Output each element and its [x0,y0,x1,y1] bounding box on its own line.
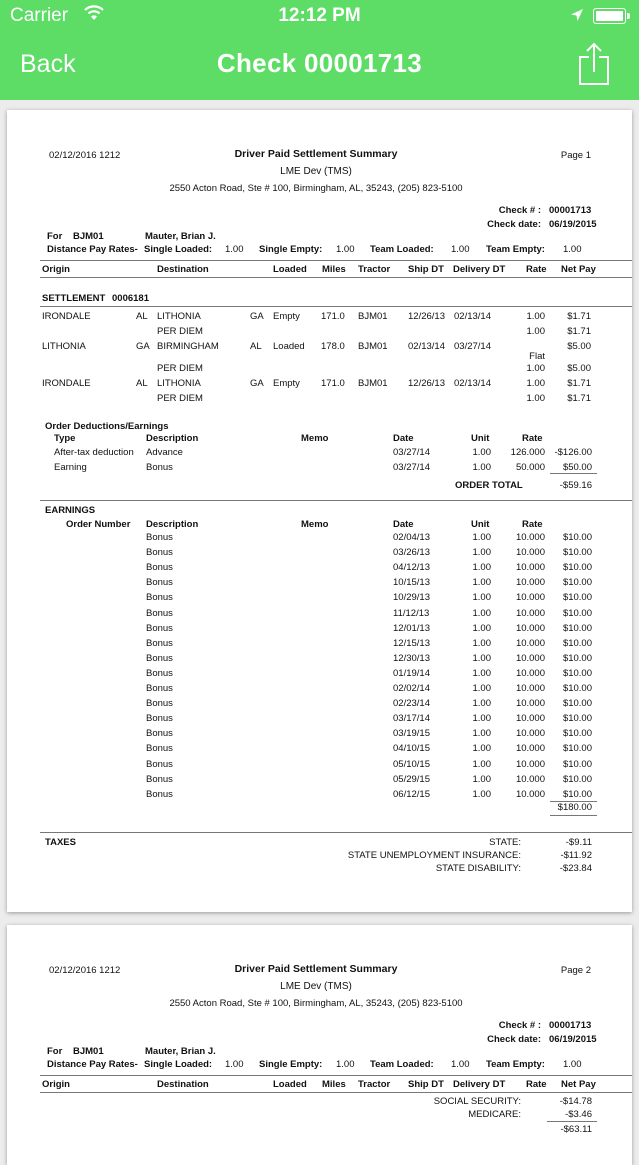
earning-amount: $10.00 [562,547,592,559]
check-number-label: Check # : [498,1020,541,1031]
single-empty-value: 1.00 [336,244,355,255]
earning-amount: $10.00 [562,577,592,589]
earning-amount: $10.00 [562,698,592,710]
earning-unit: 1.00 [472,607,491,619]
document-page-1 [7,110,632,912]
earning-amount: $10.00 [562,637,592,649]
earning-rate: 10.000 [515,652,545,664]
trip-miles: 178.0 [321,341,345,352]
team-empty-label: Team Empty: [486,1059,545,1070]
ode-amount: -$126.00 [554,447,592,458]
earning-description: Bonus [146,773,173,785]
earning-rate: 10.000 [515,562,545,574]
earning-amount: $10.00 [562,758,592,770]
driver-name: Mauter, Brian J. [145,231,216,242]
header-rule-bottom [40,1092,632,1093]
col-net-pay: Net Pay [561,1079,596,1090]
earning-rate: 10.000 [515,788,545,800]
ode-type: After-tax deduction [54,447,134,458]
earning-amount: $10.00 [562,683,592,694]
page-number: Page 2 [560,965,591,976]
doc-datetime: 02/12/2016 1212 [49,150,121,161]
earning-date: 02/02/14 [393,683,430,694]
earning-amount: $10.00 [562,532,592,543]
header-rule-bottom [40,277,632,278]
col-origin: Origin [42,264,70,275]
trip-net-pay: $1.71 [567,378,591,389]
earning-unit: 1.00 [472,547,491,559]
doc-datetime: 02/12/2016 1212 [49,965,121,976]
earning-description: Bonus [146,788,173,800]
ode-rate: 126.000 [510,447,545,458]
team-empty-label: Team Empty: [486,244,545,255]
earning-rate: 10.000 [515,728,545,740]
col-tractor: Tractor [358,1079,391,1090]
trip-destination-state: GA [250,311,264,322]
earning-description: Bonus [146,683,173,694]
earning-amount: $10.00 [562,728,592,740]
earning-date: 02/04/13 [393,532,430,543]
earning-unit: 1.00 [472,652,491,664]
trip-rate: 1.00 [526,311,545,322]
battery-icon [593,8,626,24]
earning-date: 05/29/15 [393,773,430,785]
settlement-label: SETTLEMENT [42,293,106,304]
team-loaded-value: 1.00 [451,1059,470,1070]
earning-date: 06/12/15 [393,788,430,800]
single-empty-label: Single Empty: [259,1059,323,1070]
trip-miles: 171.0 [321,378,345,389]
earning-unit: 1.00 [472,698,491,710]
earning-unit: 1.00 [472,728,491,740]
earning-date: 12/15/13 [393,637,430,649]
earning-unit: 1.00 [472,773,491,785]
trip-origin-state: AL [136,311,148,322]
earnings-total-rule-2 [550,815,597,816]
status-bar [0,0,639,34]
tax-amount: -$11.92 [560,850,592,861]
earning-description: Bonus [146,758,173,770]
for-label: For [47,1046,63,1057]
trip-net-pay: $1.71 [567,326,591,337]
earning-rate: 10.000 [515,758,545,770]
earning-amount: $10.00 [562,622,592,634]
check-date-label: Check date: [487,219,541,230]
col-loaded: Loaded [273,264,307,275]
earn-col-date: Date [393,519,414,530]
earn-col-memo: Memo [301,519,329,530]
earning-description: Bonus [146,667,173,679]
earning-date: 04/12/13 [393,562,430,574]
team-loaded-label: Team Loaded: [370,244,434,255]
tax-amount: -$9.11 [565,837,592,848]
earning-unit: 1.00 [472,532,491,543]
earning-amount: $10.00 [562,562,592,574]
trip-destination-city: LITHONIA [157,378,201,389]
team-loaded-value: 1.00 [451,244,470,255]
earning-rate: 10.000 [515,667,545,679]
taxes-label: TAXES [45,837,76,848]
earning-date: 01/19/14 [393,667,430,679]
for-label: For [47,231,63,242]
check-number: 00001713 [549,1020,592,1031]
earn-col-order: Order Number [66,519,131,530]
ode-date: 03/27/14 [393,462,430,473]
ode-col-date: Date [393,433,414,444]
back-button[interactable]: Back [20,50,76,78]
ode-date: 03/27/14 [393,447,430,458]
earning-date: 03/26/13 [393,547,430,559]
doc-company: LME Dev (TMS) [280,166,352,177]
earning-unit: 1.00 [472,743,491,755]
earning-rate: 10.000 [515,592,545,604]
settlement-rule [40,306,632,307]
tax-label: MEDICARE: [468,1109,521,1120]
order-total-label: ORDER TOTAL [455,480,523,491]
trip-ship-dt: 02/13/14 [408,341,445,352]
share-icon[interactable] [578,42,610,86]
earning-unit: 1.00 [472,667,491,679]
earning-description: Bonus [146,713,173,725]
team-loaded-label: Team Loaded: [370,1059,434,1070]
rates-label: Distance Pay Rates- [47,244,138,255]
earning-date: 12/30/13 [393,652,430,664]
earning-date: 11/12/13 [393,607,430,619]
single-empty-label: Single Empty: [259,244,323,255]
trip-loaded: Loaded [273,341,305,352]
status-time: 12:12 PM [278,5,361,26]
earning-description: Bonus [146,592,173,604]
earning-rate: 10.000 [515,683,545,694]
single-loaded-label: Single Loaded: [144,244,213,255]
earning-amount: $10.00 [562,607,592,619]
earning-date: 03/19/15 [393,728,430,740]
trip-net-pay: $1.71 [567,393,591,404]
earning-rate: 10.000 [515,622,545,634]
col-delivery-dt: Delivery DT [453,1079,506,1090]
trip-destination-city: PER DIEM [157,393,203,404]
earning-date: 12/01/13 [393,622,430,634]
earning-description: Bonus [146,652,173,664]
trip-rate: 1.00 [526,378,545,389]
earning-rate: 10.000 [515,637,545,649]
earning-unit: 1.00 [472,577,491,589]
doc-title: Driver Paid Settlement Summary [234,148,398,160]
earning-unit: 1.00 [472,592,491,604]
trip-origin-city: IRONDALE [42,378,91,389]
driver-id: BJM01 [73,1046,104,1057]
col-rate: Rate [526,1079,547,1090]
rates-label: Distance Pay Rates- [47,1059,138,1070]
trip-net-pay: $5.00 [567,341,591,352]
earning-amount: $10.00 [562,773,592,785]
earning-description: Bonus [146,728,173,740]
trip-tractor: BJM01 [358,341,388,352]
tax-label: SOCIAL SECURITY: [433,1096,521,1107]
earning-unit: 1.00 [472,683,491,694]
driver-name: Mauter, Brian J. [145,1046,216,1057]
header-rule [40,1075,632,1076]
trip-origin-state: AL [136,378,148,389]
earning-amount: $10.00 [562,592,592,604]
earning-rate: 10.000 [515,698,545,710]
earning-unit: 1.00 [472,758,491,770]
earning-rate: 10.000 [515,713,545,725]
navigation-bar [0,0,639,100]
ode-amount: $50.00 [562,462,592,473]
team-empty-value: 1.00 [563,244,582,255]
trip-destination-state: AL [250,341,262,352]
check-date: 06/19/2015 [549,219,597,230]
ode-description: Advance [146,447,183,458]
trip-ship-dt: 12/26/13 [408,378,445,389]
ode-col-unit: Unit [471,433,490,444]
col-tractor: Tractor [358,264,391,275]
check-number-label: Check # : [498,205,541,216]
trip-miles: 171.0 [321,311,345,322]
col-net-pay: Net Pay [561,264,596,275]
earning-amount: $10.00 [562,743,592,755]
earning-rate: 10.000 [515,773,545,785]
header-rule [40,260,632,261]
ode-col-memo: Memo [301,433,329,444]
trip-delivery-dt: 02/13/14 [454,378,491,389]
driver-id: BJM01 [73,231,104,242]
tax-label: STATE DISABILITY: [435,863,521,874]
trip-tractor: BJM01 [358,378,388,389]
col-rate: Rate [526,264,547,275]
trip-destination-city: LITHONIA [157,311,201,322]
earning-rate: 10.000 [515,607,545,619]
tax-amount: -$14.78 [559,1096,592,1107]
earning-rate: 10.000 [515,532,545,543]
tax-amount: -$3.46 [565,1109,592,1120]
ode-unit: 1.00 [472,447,491,458]
order-total-value: -$59.16 [559,480,592,491]
earning-description: Bonus [146,547,173,559]
earning-rate: 10.000 [515,743,545,755]
trip-destination-city: BIRMINGHAM [157,341,219,352]
trip-destination-city: PER DIEM [157,363,203,374]
trip-origin-city: IRONDALE [42,311,91,322]
earning-date: 03/17/14 [393,713,430,725]
col-destination: Destination [157,1079,209,1090]
earning-date: 04/10/15 [393,743,430,755]
tax-label: STATE: [489,837,521,848]
trip-delivery-dt: 03/27/14 [454,341,491,352]
trip-loaded: Empty [273,311,300,322]
trip-delivery-dt: 02/13/14 [454,311,491,322]
tax-label: STATE UNEMPLOYMENT INSURANCE: [347,850,521,861]
ode-type: Earning [54,462,87,473]
earning-amount: $10.00 [562,652,592,664]
carrier-label: Carrier [10,5,69,26]
earnings-label: EARNINGS [45,505,96,516]
earnings-rule [40,500,632,501]
trip-rate: Flat [529,351,545,362]
ode-description: Bonus [146,462,173,473]
doc-title: Driver Paid Settlement Summary [234,963,398,975]
earning-unit: 1.00 [472,622,491,634]
earn-col-unit: Unit [471,519,490,530]
earning-description: Bonus [146,607,173,619]
earning-date: 10/15/13 [393,577,430,589]
single-loaded-value: 1.00 [225,1059,244,1070]
check-number: 00001713 [549,205,592,216]
taxes-total: -$63.11 [560,1124,592,1135]
single-empty-value: 1.00 [336,1059,355,1070]
col-origin: Origin [42,1079,70,1090]
trip-origin-city: LITHONIA [42,341,86,352]
single-loaded-label: Single Loaded: [144,1059,213,1070]
trip-destination-state: GA [250,378,264,389]
taxes-total-rule [547,1121,597,1122]
page-number: Page 1 [560,150,591,161]
earning-date: 05/10/15 [393,758,430,770]
trip-rate: 1.00 [526,363,545,374]
earning-unit: 1.00 [472,713,491,725]
team-empty-value: 1.00 [563,1059,582,1070]
earning-description: Bonus [146,743,173,755]
page-title: Check 00001713 [216,48,423,78]
earning-amount: $10.00 [562,788,592,800]
earning-description: Bonus [146,577,173,589]
earning-unit: 1.00 [472,637,491,649]
order-total-rule [550,473,597,474]
earning-description: Bonus [146,698,173,710]
trip-rate: 1.00 [526,393,545,404]
ode-unit: 1.00 [472,462,491,473]
col-miles: Miles [322,1079,346,1090]
single-loaded-value: 1.00 [225,244,244,255]
tax-amount: -$23.84 [559,863,592,874]
col-delivery-dt: Delivery DT [453,264,506,275]
earn-col-rate: Rate [522,519,543,530]
col-destination: Destination [157,264,209,275]
trip-destination-city: PER DIEM [157,326,203,337]
earnings-total: $180.00 [557,802,592,813]
earning-amount: $10.00 [562,667,592,679]
ode-col-rate: Rate [522,433,543,444]
order-deductions-label: Order Deductions/Earnings [45,421,169,432]
earning-rate: 10.000 [515,547,545,559]
doc-company: LME Dev (TMS) [280,981,352,992]
location-arrow-icon [570,8,584,27]
col-ship-dt: Ship DT [408,264,444,275]
trip-rate: 1.00 [526,326,545,337]
earning-description: Bonus [146,562,173,574]
col-ship-dt: Ship DT [408,1079,444,1090]
earning-unit: 1.00 [472,788,491,800]
trip-tractor: BJM01 [358,311,388,322]
col-loaded: Loaded [273,1079,307,1090]
doc-address: 2550 Acton Road, Ste # 100, Birmingham, AL, 35243, (205) 823-5100 [169,998,463,1009]
ode-rate: 50.000 [515,462,545,473]
doc-address: 2550 Acton Road, Ste # 100, Birmingham, AL, 35243, (205) 823-5100 [169,183,463,194]
ode-col-description: Description [146,433,199,444]
earning-amount: $10.00 [562,713,592,725]
check-date: 06/19/2015 [549,1034,597,1045]
earning-date: 02/23/14 [393,698,430,710]
trip-net-pay: $5.00 [567,363,591,374]
ode-col-type: Type [54,433,76,444]
earning-unit: 1.00 [472,562,491,574]
trip-net-pay: $1.71 [567,311,591,322]
earning-description: Bonus [146,622,173,634]
earning-date: 10/29/13 [393,592,430,604]
document-page-2 [7,925,632,1165]
earning-description: Bonus [146,637,173,649]
settlement-number: 0006181 [112,293,149,304]
trip-loaded: Empty [273,378,300,389]
earning-description: Bonus [146,532,173,543]
trip-ship-dt: 12/26/13 [408,311,445,322]
trip-origin-state: GA [136,341,150,352]
col-miles: Miles [322,264,346,275]
check-date-label: Check date: [487,1034,541,1045]
earn-col-description: Description [146,519,199,530]
taxes-rule [40,832,632,833]
earning-rate: 10.000 [515,577,545,589]
